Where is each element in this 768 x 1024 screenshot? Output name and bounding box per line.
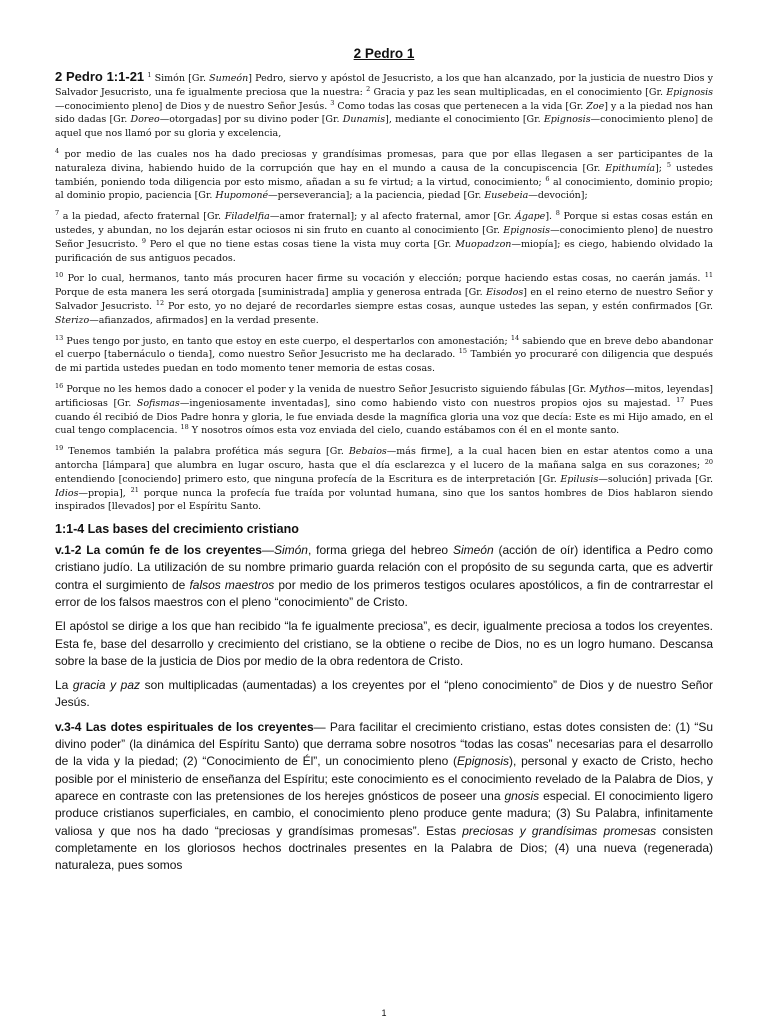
text-run: ), personal y exacto de Cristo, hecho posible por el ministerio de enseñanza del Espíritu; este conocimiento es el conocimiento revelado de la Palabra de Dios, y aparece en contraste con las pretensiones de los herejes gnósticos de poseer una	[55, 754, 714, 803]
verse-number: 1	[147, 70, 152, 79]
verse-number: 20	[704, 457, 713, 466]
text-run: ].	[545, 211, 556, 223]
verse-number: 13	[55, 333, 64, 342]
italic-term: Eisodos	[486, 287, 524, 299]
verse-number: 15	[458, 347, 468, 356]
subheading: v.1-2 La común fe de los creyentes	[55, 543, 262, 558]
verse-number: 9	[141, 236, 147, 245]
text-run: por medio de los primeros testigos oculares apostólicos, a fin de contrarrestar el error de los falsos maestros con el pleno “conocimiento” de Cristo.	[55, 577, 714, 609]
text-run: —afianzados, afirmados] en la verdad presente.	[89, 314, 319, 326]
text-run: ] en el reino eterno de nuestro Señor y Salvador Jesucristo.	[55, 287, 713, 312]
text-run: —propia],	[78, 487, 131, 499]
verse-number: 21	[130, 485, 139, 494]
text-run: Por esto, yo no dejaré de recordarles siempre estas cosas, aunque ustedes las sepan, y estén confirmados [Gr.	[164, 300, 713, 312]
text-run: —conocimiento pleno] de Dios y de nuestro Señor Jesús.	[55, 100, 331, 112]
text-run: —otorgadas] por su divino poder [Gr.	[159, 114, 343, 126]
italic-term: gracia y paz	[72, 678, 141, 693]
commentary-paragraph	[55, 542, 713, 611]
italic-term: Epignosis	[503, 224, 551, 236]
verse-number: 16	[55, 381, 64, 390]
text-run: Simón [Gr.	[151, 73, 210, 84]
verse-number: 8	[555, 209, 560, 218]
text-run: (acción de oír) identifica a Pedro como cristiano judío. La utilización de su nombre primario guarda relación con el propósito de su segunda carta, que es advertir contra el surgimiento de	[55, 543, 713, 592]
italic-term: Epithumía	[605, 162, 656, 174]
text-run: consisten completamente en los gloriosos hechos doctrinales presentes en la Palabra de Dios; (4) una nueva (regenerada) naturaleza, pues somos	[55, 823, 713, 873]
text-run: , forma griega del hebreo	[307, 543, 453, 558]
text-run: son multiplicadas (aumentadas) a los creyentes por el “pleno conocimiento” de Dios y de nuestro Señor Jesús.	[55, 678, 714, 710]
commentary-paragraph	[55, 719, 713, 875]
text-run: El apóstol se dirige a los que han recibido “la fe igualmente preciosa”, es decir, igualmente preciosa a todos los creyentes. Esta fe, base del desarrollo y crecimiento del cristiano, se la obtiene o recibe de Dios, no es un logro humano. Descansa sobre la base de la justicia de Dios por medio de la obra redentora de Cristo.	[55, 619, 713, 668]
verse-number: 12	[155, 298, 165, 307]
commentary-paragraph	[55, 618, 713, 670]
text-run: a la piedad, afecto fraternal [Gr.	[59, 211, 225, 223]
verse-number: 6	[545, 174, 550, 183]
text-run: —	[261, 543, 274, 558]
text-run: — Para facilitar el crecimiento cristiano, estas dotes consisten de: (1) “Su divino poder” (la dinámica del Espíritu Santo) que derrama sobre nosotros “todas las cosas” necesarias para el desarrollo de la vida y la piedad; (2) “Conocimiento de Él”, un conocimiento pleno (	[55, 719, 713, 769]
subheading: v.3-4 Las dotes espirituales de los creyentes	[55, 719, 314, 734]
text-run: —ingeniosamente inventadas], sino como habiendo visto con nuestros propios ojos su majestad.	[179, 397, 677, 409]
document-page	[55, 46, 713, 881]
italic-term: Mythos	[589, 383, 625, 395]
text-run: entendiendo [conociendo] primero esto, que ninguna profecía de la Escritura es de interpretación [Gr.	[55, 473, 561, 485]
verse-number: 18	[180, 423, 189, 432]
text-run: ], mediante el conocimiento [Gr.	[385, 114, 544, 126]
verse-paragraph	[55, 70, 713, 141]
text-run: —solución] privada [Gr.	[598, 473, 713, 485]
text-run: —conocimiento pleno] de nuestro Señor Jesucristo.	[55, 224, 713, 250]
italic-term: Zoe	[586, 100, 605, 112]
verse-number: 5	[666, 160, 672, 169]
text-run: ] Pedro, siervo y apóstol de Jesucristo, a los que han alcanzado, por la justicia de nuestro Dios y Salvador Jesucristo, una fe igualmente preciosa que la nuestra:	[55, 73, 713, 98]
verse-paragraph	[55, 383, 713, 438]
commentary-paragraph	[55, 677, 713, 712]
italic-term: Sofismas	[136, 397, 180, 409]
text-run: Porque no les hemos dado a conocer el poder y la venida de nuestro Señor Jesucristo siguiendo fábulas [Gr.	[63, 383, 590, 395]
passage-reference: 2 Pedro 1:1-21	[55, 69, 145, 84]
text-run: También yo procuraré con diligencia que después de mi partida ustedes puedan en todo momento tener memoria de estas cosas.	[55, 349, 713, 375]
commentary	[55, 542, 713, 874]
text-run: por medio de las cuales nos ha dado preciosas y grandísimas promesas, para que por ellas llegasen a ser participantes de la naturaleza divina, habiendo huido de la corrupción que hay en el mundo a causa de la concupiscencia [Gr.	[55, 148, 713, 174]
italic-term: Idios	[55, 487, 79, 499]
italic-term: Eusebeia	[484, 190, 529, 202]
verse-number: 11	[704, 271, 713, 280]
verse-number: 14	[510, 333, 520, 342]
italic-term: Simón	[273, 543, 308, 558]
text-run: —miopía]; es ciego, habiendo olvidado la purificación de sus antiguos pecados.	[55, 238, 713, 264]
text-run: especial. El conocimiento ligero produce cristianos superficiales, en cambio, el conocimiento pleno produce gente madura; (3) Su Palabra, infinitamente valiosa y que nos ha dado “preciosas y grandísimas promesas”. Estas	[55, 788, 713, 838]
italic-term: Filadelfia	[224, 211, 270, 223]
text-run: Pues cuando él recibió de Dios Padre honra y gloria, le fue enviada desde la magnífica gloria una voz que decía: Este es mi Hijo amado, en el cual tengo complacencia.	[55, 397, 713, 437]
text-run: La	[55, 678, 73, 693]
text-run: —devoción];	[528, 190, 588, 202]
text-run: —mitos, leyendas] artificiosas [Gr.	[55, 383, 713, 409]
verse-number: 19	[55, 443, 64, 452]
verse-number: 10	[55, 271, 64, 280]
text-run: al conocimiento, dominio propio; al dominio propio, paciencia [Gr.	[55, 176, 714, 202]
text-run: ] y a la piedad nos han sido dadas [Gr.	[55, 100, 713, 126]
verse-number: 3	[330, 98, 335, 107]
italic-term: Epignosis	[543, 114, 591, 126]
italic-term: falsos maestros	[189, 577, 275, 592]
verse-paragraph	[55, 445, 713, 514]
italic-term: Epilusis	[560, 473, 599, 485]
verse-paragraph	[55, 272, 713, 327]
verse-number: 17	[676, 395, 685, 404]
italic-term: gnosis	[504, 788, 540, 803]
text-run: —conocimiento pleno] de aquel que nos llamó por su gloria y excelencia,	[55, 114, 714, 140]
italic-term: Doreo	[130, 114, 160, 126]
text-run: ];	[655, 162, 667, 174]
text-run: sabiendo que en breve debo abandonar el cuerpo [tabernáculo o tienda], como nuestro Señor Jesucristo me ha declarado.	[55, 335, 713, 361]
italic-term: Muopadzon	[455, 238, 512, 250]
italic-term: Dunamis	[342, 114, 386, 126]
text-run: Como todas las cosas que pertenecen a la vida [Gr.	[334, 100, 587, 112]
section-heading: 1:1-4 Las bases del crecimiento cristiano	[55, 522, 299, 537]
page-title: 2 Pedro 1	[353, 46, 415, 61]
text-run: Tenemos también la palabra profética más segura [Gr.	[63, 446, 349, 458]
italic-term: Ágape	[515, 211, 546, 223]
text-run: Y nosotros oímos esta voz enviada del cielo, cuando estábamos con él en el monte santo.	[188, 425, 620, 437]
text-run: Porque si estas cosas están en ustedes, y abundan, no los dejarán estar ociosos ni sin fruto en cuanto al conocimiento [Gr.	[55, 211, 713, 236]
text-run: Gracia y paz les sean multiplicadas, en el conocimiento [Gr.	[370, 86, 667, 98]
italic-term: Epignosis	[457, 754, 510, 769]
text-run: Por lo cual, hermanos, tanto más procuren hacer firme su vocación y elección; porque haciendo estas cosas, no caerán jamás.	[63, 273, 705, 285]
italic-term: Simeón	[452, 543, 494, 558]
text-run: Pero el que no tiene estas cosas tiene la vista muy corta [Gr.	[146, 238, 456, 250]
page-number: 1	[381, 1008, 387, 1018]
text-run: —perseverancia]; a la paciencia, piedad [Gr.	[268, 190, 485, 202]
italic-term: Hupomoné	[215, 190, 269, 202]
text-run: ustedes también, poniendo toda diligencia por esto mismo, añadan a su fe virtud; a la virtud, conocimiento;	[55, 162, 713, 188]
text-run: Porque de esta manera les será otorgada [suministrada] amplia y generosa entrada [Gr.	[55, 287, 487, 299]
verse-number: 4	[55, 146, 60, 155]
text-run: —más firme], a la cual hacen bien en estar atentos como a una antorcha [lámpara] que alumbra en lugar oscuro, hasta que el día esclarezca y el lucero de la mañana salga en sus corazones;	[55, 446, 713, 471]
italic-term: Sumeón	[209, 73, 249, 84]
verse-number: 2	[366, 84, 371, 93]
text-run: Pues tengo por justo, en tanto que estoy en este cuerpo, el despertarlos con amonestación;	[63, 335, 511, 347]
italic-term: Bebaios	[348, 446, 387, 458]
text-run: —amor fraternal]; y al afecto fraternal, amor [Gr.	[269, 211, 515, 223]
italic-term: Sterizo	[55, 314, 90, 326]
verse-paragraph	[55, 148, 713, 203]
verse-number: 7	[55, 209, 60, 218]
italic-term: preciosas y grandísimas promesas	[462, 823, 657, 838]
text-run: porque nunca la profecía fue traída por voluntad humana, sino que los santos hombres de Dios hablaron siendo inspirados [llevados] por el Espíritu Santo.	[55, 487, 713, 513]
verse-paragraph	[55, 335, 713, 376]
italic-term: Epignosis	[666, 86, 713, 98]
verse-paragraph	[55, 210, 713, 265]
scripture-passage	[55, 70, 713, 514]
